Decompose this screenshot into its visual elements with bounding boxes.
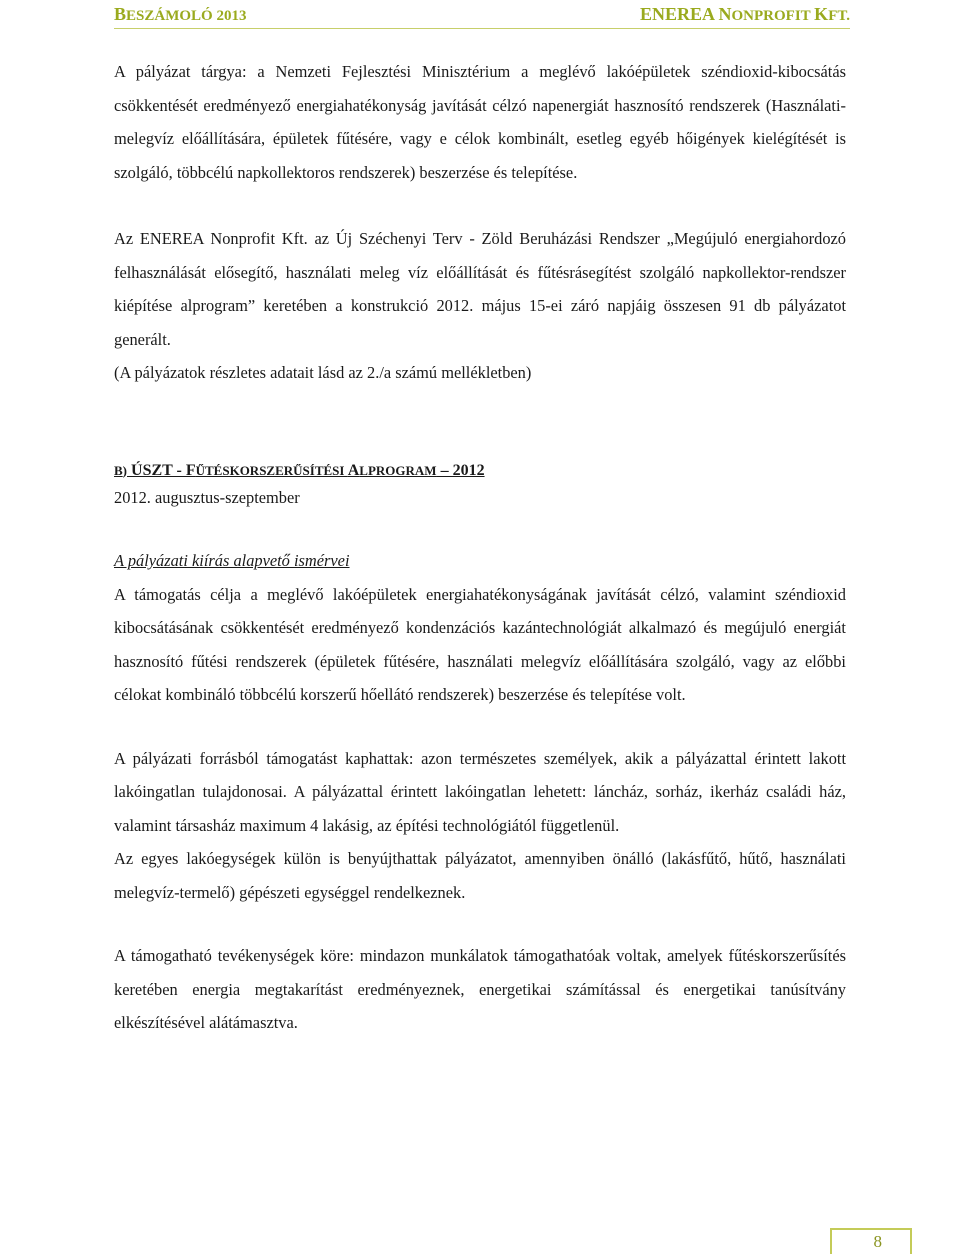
paragraph-individual-units: Az egyes lakóegységek külön is benyújthattak pályázatot, amennyiben önálló (lakásfűtő, hűtő, használati melegvíz-termelő) gépészeti egységgel rendelkeznek. <box>114 849 846 902</box>
paragraph-supported-activities: A támogatható tevékenységek köre: mindazon munkálatok támogathatóak voltak, amelyek fűtéskorszerűsítés keretében energia megtakarítást eredményeznek, energetikai számítással és energetikai tanúsítvány elkészítésével alátámasztva. <box>114 946 846 1032</box>
section-heading: B) ÚSZT - FŰTÉSKORSZERŰSÍTÉSI ALPROGRAM – 2012 <box>114 461 485 479</box>
section-subheading: A pályázati kiírás alapvető ismérvei <box>114 551 350 570</box>
header-divider <box>114 28 850 29</box>
section-date: 2012. augusztus-szeptember <box>114 487 300 507</box>
header-organization: ENEREA NONPROFIT KFT. <box>639 4 850 24</box>
page-number: 8 <box>873 1232 882 1251</box>
page-header <box>114 4 850 28</box>
paragraph-annex-reference: (A pályázatok részletes adatait lásd az 2./a számú mellékletben) <box>114 363 532 382</box>
paragraph-support-goal: A támogatás célja a meglévő lakóépületek energiahatékonyságának javítását célzó, valamint széndioxid kibocsátásának csökkentését eredményező kondenzációs kazántechnológiát alkalmazó és megújuló energiát hasznosító fűtési rendszerek (épületek fűtésére, használati melegvíz előállítására szolgáló, vagy az előbbi célokat kombináló többcélú korszerű hőellátó rendszerek) beszerzése és telepítése volt. <box>114 584 846 704</box>
page-number-box <box>830 1228 912 1254</box>
paragraph-eligible-applicants: A pályázati forrásból támogatást kaphattak: azon természetes személyek, akik a pályázattal érintett lakott lakóingatlan tulajdonosai. A pályázattal érintett lakóingatlan lehetett: láncház, sorház, ikerház családi ház, valamint társasház maximum 4 lakásig, az építési technológiától függetlenül. <box>114 748 846 835</box>
header-report-title: BESZÁMOLÓ 2013 <box>114 4 247 24</box>
document-body <box>114 55 846 1040</box>
paragraph-tender-subject: A pályázat tárgya: a Nemzeti Fejlesztési Minisztérium a meglévő lakóépületek széndioxid-kibocsátás csökkentését eredményező energiahatékonyság javítását célzó napenergiát hasznosító rendszerek (Használati-melegvíz előállítására, épületek fűtésére, vagy e célok kombinált, esetleg egyéb hőigények kielégítését is szolgáló, többcélú napkollektoros rendszerek) beszerzése és telepítése. <box>114 62 846 182</box>
paragraph-enerea-summary: Az ENEREA Nonprofit Kft. az Új Széchenyi Terv - Zöld Beruházási Rendszer „Megújuló energiahordozó felhasználását elősegítő, használati meleg víz előállítását és fűtésrásegítést szolgáló napkollektor-rendszer kiépítése alprogram” keretében a konstrukció 2012. május 15-ei záró napjáig összesen 91 db pályázatot generált. <box>114 229 846 349</box>
